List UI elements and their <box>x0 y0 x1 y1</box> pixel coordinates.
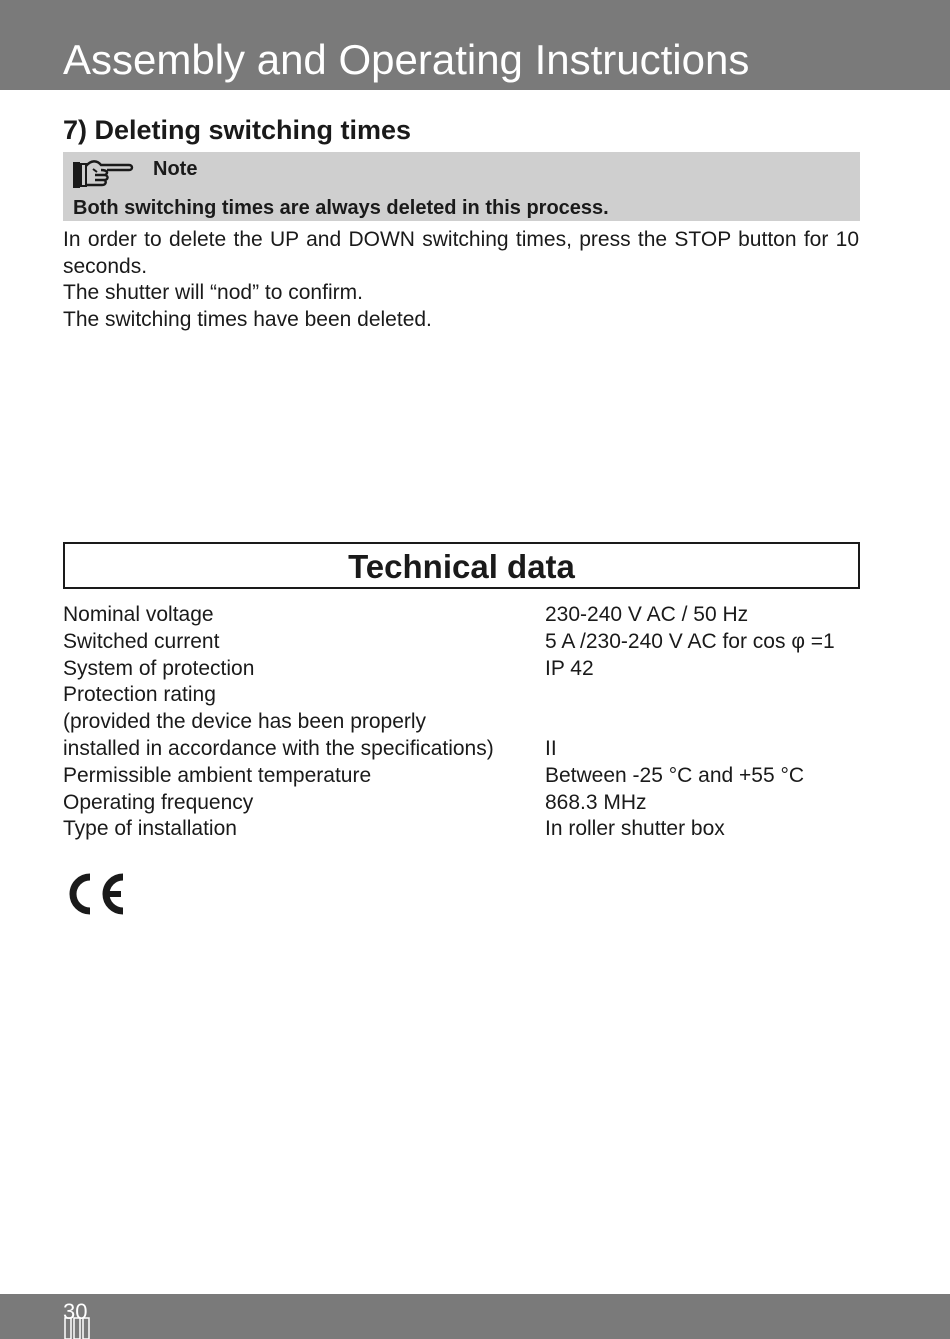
spec-value: 868.3 MHz <box>545 790 647 814</box>
note-box <box>63 152 860 221</box>
spec-label: System of protection <box>63 656 255 680</box>
spec-label: Permissible ambient temperature <box>63 763 372 787</box>
spec-row <box>63 816 863 843</box>
ce-mark-icon <box>63 873 127 920</box>
spec-value: 230-240 V AC / 50 Hz <box>545 603 749 626</box>
spec-table <box>63 602 863 843</box>
instruction-paragraph: The shutter will “nod” to confirm. <box>63 281 363 305</box>
spec-row <box>63 736 863 763</box>
spec-label: Protection rating <box>63 683 216 707</box>
spec-value: In roller shutter box <box>545 817 725 841</box>
note-label: Note <box>153 158 198 180</box>
spec-row <box>63 709 863 736</box>
spec-value: Between -25 °C and +55 °C <box>545 763 805 787</box>
spec-row <box>63 656 863 683</box>
section-heading: 7) Deleting switching times <box>63 115 412 145</box>
instruction-paragraph: The switching times have been deleted. <box>63 308 432 332</box>
technical-data-header <box>63 542 860 589</box>
spec-row <box>63 629 863 656</box>
spec-row <box>63 682 863 709</box>
spec-value: II <box>545 736 557 760</box>
instruction-paragraph: In order to delete the UP and DOWN switching times, press the STOP button for 10 seconds. <box>63 228 859 278</box>
document-title: Assembly and Operating Instructions <box>63 36 750 83</box>
spec-label: Switched current <box>63 629 220 653</box>
spec-value: IP 42 <box>545 656 594 680</box>
spec-value: 5 A /230-240 V AC for cos φ =1 <box>545 629 835 653</box>
header-bar <box>0 0 950 90</box>
page-number: 30 <box>63 1299 88 1324</box>
spec-label: Type of installation <box>63 817 237 841</box>
spec-label: installed in accordance with the specifications) <box>63 736 494 760</box>
note-text: Both switching times are always deleted in this process. <box>73 197 609 219</box>
spec-label: Nominal voltage <box>63 603 214 626</box>
pointing-hand-icon <box>71 156 135 195</box>
spec-label: (provided the device has been properly <box>63 710 427 734</box>
technical-data-title: Technical data <box>348 548 575 585</box>
spec-row <box>63 602 863 629</box>
spec-row <box>63 790 863 817</box>
footer-bar <box>0 1294 950 1339</box>
instruction-text <box>63 227 859 334</box>
spec-row <box>63 763 863 790</box>
spec-label: Operating frequency <box>63 790 254 814</box>
